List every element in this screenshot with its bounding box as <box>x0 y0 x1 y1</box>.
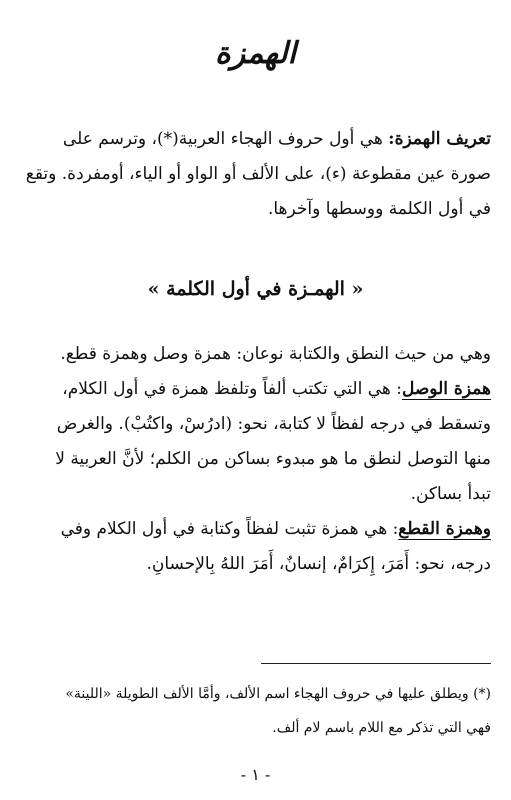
body-line-6-text: : هي همزة تثبت لفظاً وكتابة في أول الكلام وفي <box>60 519 399 539</box>
body-line-4: منها التوصل لنطق ما هو مبدوء بساكن من الكلم؛ لأنَّ العربية لا <box>55 449 491 469</box>
footnote <box>20 677 491 745</box>
intro-line-2: صورة عين مقطوعة (ء)، على الألف أو الواو أو الياء، أومفردة. وتقع <box>25 164 491 184</box>
body-line-2 <box>20 372 491 407</box>
footnote-divider <box>261 663 491 664</box>
qat-term: وهمزة القطع <box>398 519 491 539</box>
body-line-3: وتسقط في درجه لفظاً لا كتابة، نحو: (ادرُسْ، واكتُبْ). والغرض <box>56 414 491 434</box>
body-line-7: درجه، نحو: أَمَرَ، إِكرَامٌ، إنسانٌ، أَمَرَ اللهُ بِالإحسانِ. <box>146 554 491 574</box>
footnote-line-1: (*) ويطلق عليها في حروف الهجاء اسم الألف، وأمَّا الألف الطويلة «اللينة» <box>65 686 491 702</box>
wasl-term: همزة الوصل <box>402 379 491 399</box>
body-line-1: وهي من حيث النطق والكتابة نوعان: همزة وصل وهمزة قطع. <box>60 344 491 364</box>
body-line-6 <box>20 512 491 547</box>
intro-line-1 <box>20 122 491 157</box>
intro-line-3: في أول الكلمة ووسطها وآخرها. <box>267 199 491 219</box>
definition-term: تعريف الهمزة: <box>388 129 491 149</box>
page-number: - ١ - <box>240 765 271 784</box>
page-title: الهمزة <box>215 36 296 71</box>
body-line-5: تبدأ بساكن. <box>410 484 491 504</box>
book-page <box>20 0 491 800</box>
body-paragraph <box>20 337 491 582</box>
body-line-2-text: : هي التي تكتب ألفاً وتلفظ همزة في أول الكلام، <box>62 379 402 399</box>
footnote-line-2: فهي التي تذكر مع اللام باسم لام ألف. <box>272 720 491 736</box>
intro-paragraph <box>20 122 491 227</box>
section-heading: « الهمـزة في أول الكلمة » <box>147 278 364 300</box>
intro-line-1-text: هي أول حروف الهجاء العربية(*)، وترسم على <box>62 129 389 149</box>
